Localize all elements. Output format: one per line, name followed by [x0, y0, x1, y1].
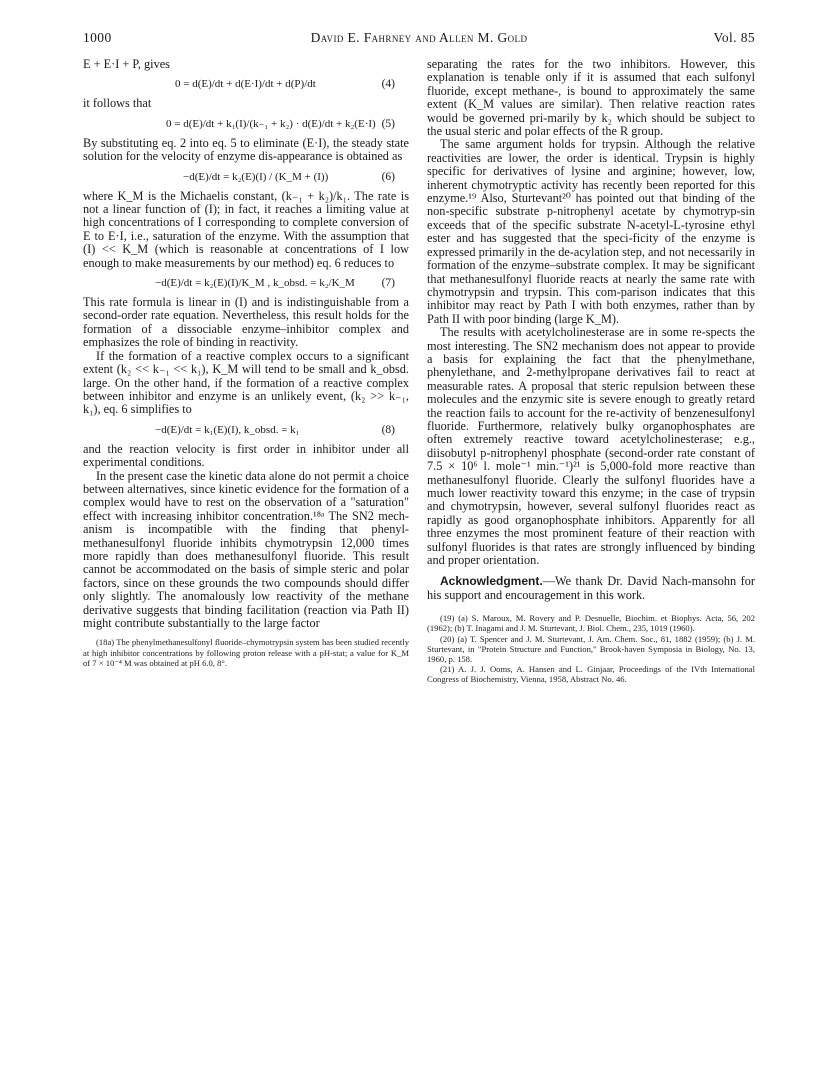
paragraph-reactive-complex: If the formation of a reactive complex occurs to a significant extent (k₂ << k₋₁ << k₁), K_M will tend to be small and k_obsd. large. On the other hand, if the formation of a reactive complex between inhibitor and enzyme is an unlikely event, (k₂ >> k₋₁, k₁), eq. 6 simplifies to: [83, 348, 409, 417]
equation-4: [83, 71, 409, 97]
equation-7-number: (7): [381, 277, 395, 290]
running-header: [83, 30, 755, 50]
equation-5-body: 0 = d(E)/dt + k₁(I)/(k₋₁ + k₂) · d(E)/dt + k₂(E·I): [166, 117, 376, 130]
paragraph-michaelis: where K_M is the Michaelis constant, (k₋₁ + k₂)/k₁. The rate is not a linear function of (I); in fact, it reaches a limiting value at high concentrations of I corresponding to complete conversion of E to E·I, i.e., saturation of the enzyme. With the assumption that (I) << K_M (which is reasonable at concentrations of I low enough to make measurements by our method) eq. 6 reduces to: [83, 188, 409, 270]
paragraph-separating: separating the rates for the two inhibitors. However, this explanation is tenable only if it is assumed that each sulfonyl fluoride, except methane-, is bound to approximately the same extent (K_M values are similar). Then relative reaction rates would be governed pri-marily by k₂ which should be subject to the usual steric and polar effects of the R group.: [427, 57, 755, 139]
equation-5: [83, 111, 409, 137]
right-column: [427, 58, 755, 685]
equation-7: [83, 270, 409, 296]
equation-7-body: −d(E)/dt = k₂(E)(I)/K_M , k_obsd. = k₂/K_M: [155, 277, 355, 290]
footnote-20: (20) (a) T. Spencer and J. M. Sturtevant, J. Am. Chem. Soc., 81, 1882 (1959); (b) J. M. Sturtevant, in "Protein Structure and Function," Brook-haven Symposia in Biology, No. 13, 1960, p. 158.: [427, 633, 755, 665]
equation-6-body: −d(E)/dt = k₂(E)(I) / (K_M + (I)): [183, 170, 329, 183]
equation-4-body: 0 = d(E)/dt + d(E·I)/dt + d(P)/dt: [175, 78, 316, 91]
equation-8-number: (8): [381, 423, 395, 436]
intro-line: E + E·I + P, gives: [83, 57, 170, 71]
acknowledgment-body: —We thank Dr. David Nach-mansohn for his support and encouragement in this work.: [427, 574, 755, 602]
footnote-18a: (18a) The phenylmethanesulfonyl fluoride–chymotrypsin system has been studied recently at high inhibitor concentrations by following proton release with a pH-stat; a value for K_M of 7 × 10⁻⁴ M was obtained at pH 6.0, 8°.: [83, 637, 409, 668]
equation-5-number: (5): [381, 117, 395, 130]
paragraph-first-order: and the reaction velocity is first order in inhibitor under all experimental conditions.: [83, 441, 409, 470]
equation-4-number: (4): [381, 78, 395, 91]
running-head-authors: David E. Fahrney and Allen M. Gold: [310, 30, 528, 45]
equation-8: [83, 417, 409, 443]
acknowledgment: [427, 575, 755, 602]
volume-label: Vol. 85: [713, 30, 755, 45]
paragraph-acetylcholinesterase: The results with acetylcholinesterase are in some re-spects the most interesting. The SN2 mechanism does not appear to provide a basis for explaining the fact that the phenylmethane, phenylethane, and 2-methylpropane derivatives fail to react at measurable rates. A proposal that steric repulsion between these molecules and the enzymic site is severe enough to greatly retard the reaction fails to account for the re-activity of benzenesulfonyl fluoride. Furthermore, relatively bulky organophosphates are often extremely reactive toward acetylcholinesterase; e.g., diisobutyl p-nitrophenyl phosphate (second-order rate constant of 7.5 × 10⁶ l. mole⁻¹ min.⁻¹)²¹ is 5,000-fold more reactive than methanesulfonyl fluoride. Clearly the sulfonyl fluorides have a much lower reactivity toward this enzyme; in the case of trypsin and chymotrypsin, however, several sulfonyl fluorides react as rapidly as good organophosphate inhibitors. Apparently for all three enzymes the most prominent feature of their reaction with sulfonyl fluorides is that rates are strongly influenced by binding and proper orientation.: [427, 325, 755, 568]
footnote-21: (21) A. J. J. Ooms, A. Hansen and L. Ginjaar, Proceedings of the IVth International Congress of Biochemistry, Vienna, 1958, Abstract No. 46.: [427, 664, 755, 685]
paragraph-linear: This rate formula is linear in (I) and is indistinguishable from a second-order rate equation. Nevertheless, this result holds for the formation of a dissociable enzyme–inhibitor complex and emphasizes the role of binding in reactivity.: [83, 295, 409, 350]
equation-8-body: −d(E)/dt = k₁(E)(I), k_obsd. = k₁: [155, 423, 300, 436]
footnote-19: (19) (a) S. Maroux, M. Rovery and P. Desnuelle, Biochim. et Biophys. Acta, 56, 202 (1962); (b) T. Inagami and J. M. Sturtevant, J. Biol. Chem., 235, 1019 (1960).: [427, 613, 755, 634]
page-number: 1000: [83, 30, 112, 45]
paragraph-trypsin: The same argument holds for trypsin. Although the relative reactivities are lower, the order is identical. Trypsin is highly specific for derivatives of lysine and arginine; however, low, inherent chymotryptic activity has recently been reported for this enzyme.¹⁹ Also, Sturtevant²⁰ has pointed out that binding of the non-specific substrate p-nitrophenyl acetate by chymotryp-sin exceeds that of the specific substrate N-acetyl-L-tyrosine ethyl ester and has suggested that the speci-ficity of the enzyme is expressed primarily in the de-acylation step, and not necessarily in formation of the enzyme–substrate complex. It may be significant that methanesulfonyl fluoride reacts at nearly the same rate with chymotrypsin and trypsin. This com-parison indicates that this inhibitor may react by Path I with both enzymes, rather than by Path II with poor binding (large K_M).: [427, 137, 755, 326]
equation-6-number: (6): [381, 170, 395, 183]
acknowledgment-heading: Acknowledgment.: [440, 574, 543, 589]
follows-line: it follows that: [83, 96, 152, 111]
paragraph-substitution: By substituting eq. 2 into eq. 5 to eliminate (E·I), the steady state solution for the velocity of enzyme dis-appearance is obtained as: [83, 135, 409, 164]
paragraph-present-case: In the present case the kinetic data alone do not permit a choice between alternatives, since kinetic evidence for the formation of a complex would have to rest on the observation of a "saturation" effect with increasing inhibitor concentration.¹⁸ᵃ The SN2 mech-anism is incompatible with the finding that phenyl-methanesulfonyl fluoride inhibits chymotrypsin 12,000 times more rapidly than does methanesulfonyl fluoride. This result cannot be accommodated on the basis of simple steric and polar factors, since on these grounds the two compounds should differ only slightly. The anomalously low reactivity of the methane derivative suggests that binding facilitation (reaction via Path II) might contribute substantially to the large factor: [83, 468, 409, 630]
footnote-spacer: [83, 634, 409, 635]
equation-6: [83, 164, 409, 190]
left-column: [83, 58, 409, 668]
